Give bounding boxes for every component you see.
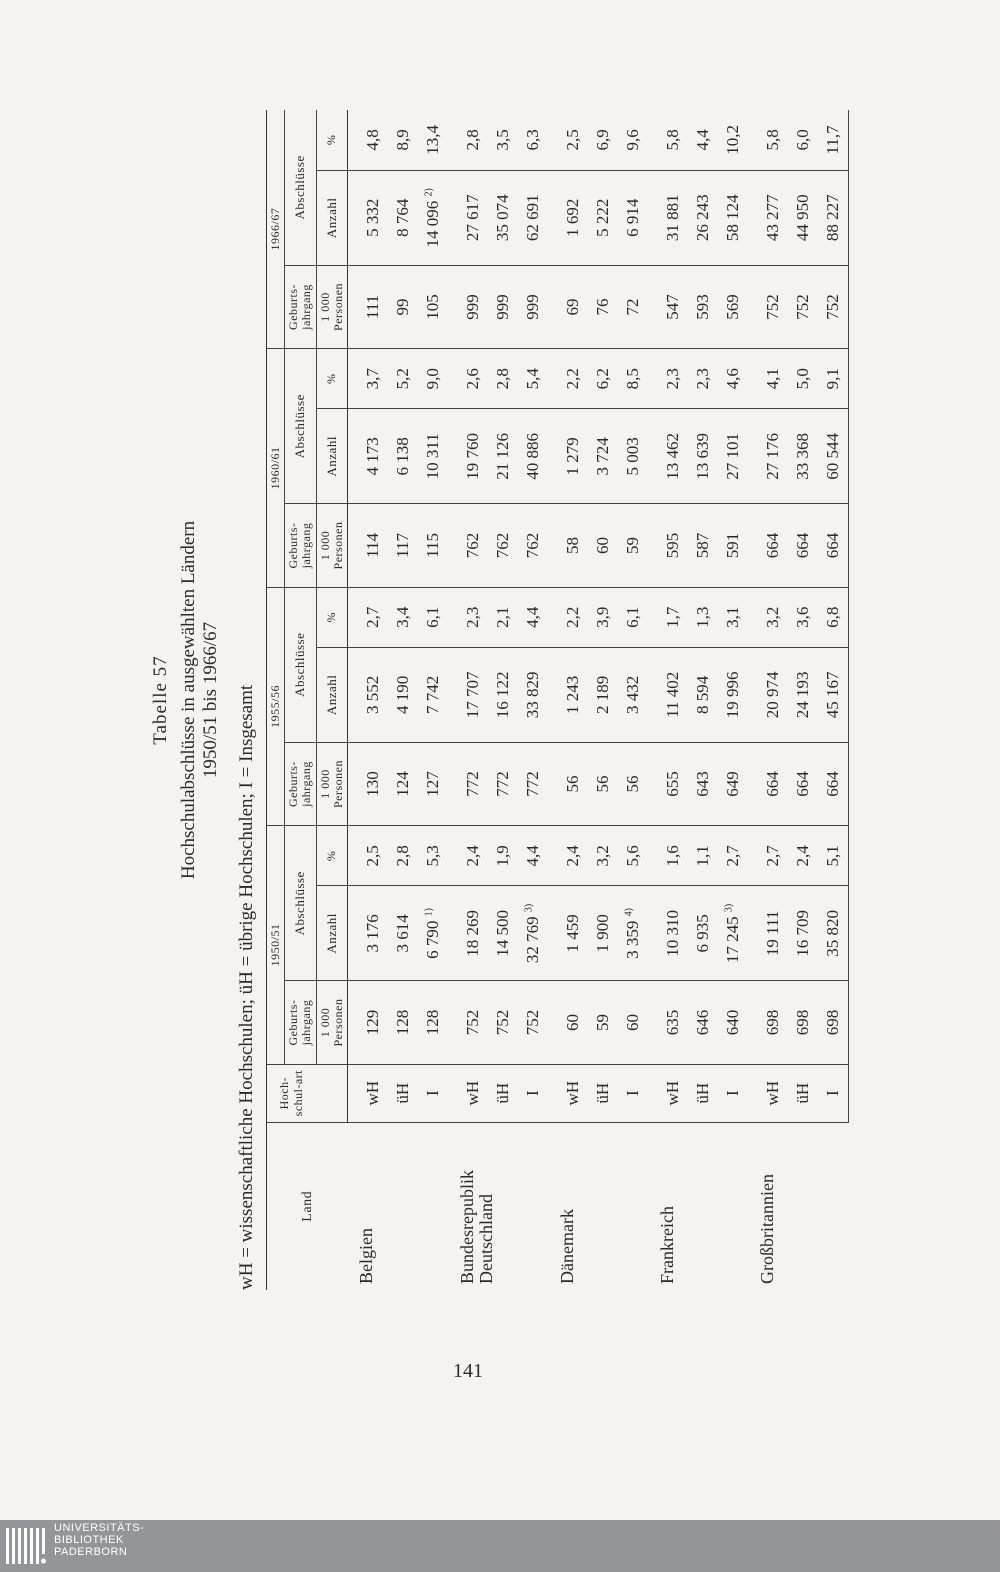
value-cell: 44 950 <box>788 170 818 265</box>
value-cell: 27 176 <box>748 409 788 504</box>
value-cell: 6,0 <box>788 110 818 170</box>
value-cell: 9,1 <box>818 349 849 409</box>
value-cell: 698 <box>788 981 818 1064</box>
header-geburtsjahrgang: Geburts-jahrgang <box>285 742 316 825</box>
value-cell: 9,6 <box>618 110 648 170</box>
value-cell: 5,6 <box>618 826 648 886</box>
value-cell: 5,8 <box>648 110 688 170</box>
value-cell: 127 <box>418 742 448 825</box>
value-cell: 2,4 <box>788 826 818 886</box>
value-cell: 32 769 $^{3)}$ <box>518 886 548 981</box>
value-cell: 8,5 <box>618 349 648 409</box>
value-cell: 13 639 <box>688 409 718 504</box>
value-cell: 4,1 <box>748 349 788 409</box>
value-cell: 1 279 <box>548 409 588 504</box>
value-cell: 4,6 <box>718 349 748 409</box>
value-cell: 13,4 <box>418 110 448 170</box>
page-number: 141 <box>453 1360 483 1382</box>
value-cell: 591 <box>718 504 748 587</box>
table-row <box>648 110 688 1290</box>
country-name: Großbritannien <box>756 1174 777 1284</box>
header-anzahl: Anzahl <box>316 170 347 265</box>
value-cell: 999 <box>518 265 548 348</box>
value-cell: 8 594 <box>688 647 718 742</box>
hochschulart-cell: I <box>618 1064 648 1122</box>
value-cell: 6,3 <box>518 110 548 170</box>
hochschulart-cell: üH <box>388 1064 418 1122</box>
value-cell: 1,9 <box>488 826 518 886</box>
table-row <box>618 110 648 1290</box>
data-table <box>266 110 849 1290</box>
value-cell: 1,1 <box>688 826 718 886</box>
hochschulart-cell: I <box>518 1064 548 1122</box>
value-cell: 6,1 <box>418 587 448 647</box>
value-cell: 2,2 <box>548 587 588 647</box>
value-cell: 88 227 <box>818 170 849 265</box>
value-cell: 58 124 <box>718 170 748 265</box>
value-cell: 2,5 <box>548 110 588 170</box>
table-row <box>418 110 448 1290</box>
table-row <box>488 110 518 1290</box>
hochschulart-cell: wH <box>548 1064 588 1122</box>
table-row <box>718 110 748 1290</box>
value-cell: 2,7 <box>347 587 388 647</box>
value-cell: 635 <box>648 981 688 1064</box>
header-year-1966: 1966/67 <box>267 110 285 349</box>
value-cell: 5 222 <box>588 170 618 265</box>
value-cell: 43 277 <box>748 170 788 265</box>
value-cell: 18 269 <box>448 886 488 981</box>
value-cell: 21 126 <box>488 409 518 504</box>
value-cell: 6,2 <box>588 349 618 409</box>
value-cell: 4 190 <box>388 647 418 742</box>
value-cell: 569 <box>718 265 748 348</box>
library-name-line: BIBLIOTHEK <box>54 1534 124 1546</box>
value-cell: 33 368 <box>788 409 818 504</box>
value-cell: 19 996 <box>718 647 748 742</box>
rotated-table-block <box>150 10 930 1290</box>
value-cell: 56 <box>548 742 588 825</box>
value-cell: 5,8 <box>748 110 788 170</box>
value-cell: 3 359 $^{4)}$ <box>618 886 648 981</box>
value-cell: 2,3 <box>448 587 488 647</box>
value-cell: 2,8 <box>488 349 518 409</box>
table-row <box>748 110 788 1290</box>
value-cell: 698 <box>818 981 849 1064</box>
value-cell: 6,9 <box>588 110 618 170</box>
header-abschluesse: Abschlüsse <box>285 110 316 265</box>
country-name: Frankreich <box>656 1206 677 1284</box>
value-cell: 19 111 <box>748 886 788 981</box>
value-cell: 772 <box>448 742 488 825</box>
value-cell: 31 881 <box>648 170 688 265</box>
header-geburtsjahrgang: Geburts-jahrgang <box>285 981 316 1064</box>
library-footer-bar <box>0 1520 1000 1572</box>
value-cell: 643 <box>688 742 718 825</box>
value-cell: 35 820 <box>818 886 849 981</box>
value-cell: 117 <box>388 504 418 587</box>
value-cell: 45 167 <box>818 647 849 742</box>
value-cell: 5 332 <box>347 170 388 265</box>
hochschulart-cell: üH <box>788 1064 818 1122</box>
value-cell: 8,9 <box>388 110 418 170</box>
value-cell: 752 <box>518 981 548 1064</box>
value-cell: 2,5 <box>347 826 388 886</box>
value-cell: 595 <box>648 504 688 587</box>
value-cell: 33 829 <box>518 647 548 742</box>
value-cell: 2,7 <box>748 826 788 886</box>
value-cell: 60 544 <box>818 409 849 504</box>
header-personen: 1 000 Personen <box>316 265 347 348</box>
value-cell: 999 <box>488 265 518 348</box>
value-cell: 3 552 <box>347 647 388 742</box>
value-cell: 4,4 <box>518 826 548 886</box>
value-cell: 24 193 <box>788 647 818 742</box>
value-cell: 664 <box>748 504 788 587</box>
value-cell: 5 003 <box>618 409 648 504</box>
country-name: Bundesrepublik Deutschland <box>456 1170 496 1284</box>
value-cell: 14 096 $^{2)}$ <box>418 170 448 265</box>
value-cell: 2,4 <box>448 826 488 886</box>
value-cell: 14 500 <box>488 886 518 981</box>
value-cell: 2,3 <box>688 349 718 409</box>
value-cell: 664 <box>818 742 849 825</box>
hochschulart-cell: I <box>818 1064 849 1122</box>
value-cell: 5,0 <box>788 349 818 409</box>
value-cell: 593 <box>688 265 718 348</box>
table-row <box>688 110 718 1290</box>
value-cell: 6,8 <box>818 587 849 647</box>
value-cell: 16 122 <box>488 647 518 742</box>
value-cell: 115 <box>418 504 448 587</box>
table-row <box>518 110 548 1290</box>
value-cell: 3 432 <box>618 647 648 742</box>
value-cell: 17 707 <box>448 647 488 742</box>
value-cell: 13 462 <box>648 409 688 504</box>
header-prozent: % <box>316 110 347 170</box>
value-cell: 2,8 <box>448 110 488 170</box>
header-anzahl: Anzahl <box>316 886 347 981</box>
value-cell: 1 459 <box>548 886 588 981</box>
value-cell: 762 <box>488 504 518 587</box>
country-name: Dänemark <box>556 1209 577 1284</box>
value-cell: 105 <box>418 265 448 348</box>
value-cell: 56 <box>588 742 618 825</box>
value-cell: 60 <box>588 504 618 587</box>
value-cell: 3,4 <box>388 587 418 647</box>
value-cell: 59 <box>618 504 648 587</box>
value-cell: 2,8 <box>388 826 418 886</box>
value-cell: 20 974 <box>748 647 788 742</box>
header-prozent: % <box>316 587 347 647</box>
header-year-1955: 1955/56 <box>267 587 285 826</box>
value-cell: 27 617 <box>448 170 488 265</box>
value-cell: 649 <box>718 742 748 825</box>
library-logo-icon <box>4 1524 50 1568</box>
table-row <box>388 110 418 1290</box>
header-blank <box>316 1064 347 1122</box>
value-cell: 762 <box>518 504 548 587</box>
value-cell: 4,4 <box>688 110 718 170</box>
hochschulart-cell: wH <box>748 1064 788 1122</box>
value-cell: 2,4 <box>548 826 588 886</box>
country-name: Belgien <box>356 1228 377 1284</box>
value-cell: 1 900 <box>588 886 618 981</box>
header-personen: 1 000 Personen <box>316 981 347 1064</box>
table-body <box>347 110 848 1290</box>
value-cell: 2,3 <box>648 349 688 409</box>
value-cell: 128 <box>388 981 418 1064</box>
table-row <box>548 110 588 1290</box>
value-cell: 58 <box>548 504 588 587</box>
value-cell: 27 101 <box>718 409 748 504</box>
value-cell: 1,7 <box>648 587 688 647</box>
header-anzahl: Anzahl <box>316 409 347 504</box>
table-legend: wH = wissenschaftliche Hochschulen; üH = übrige Hochschulen; I = Insgesamt <box>236 684 257 1290</box>
value-cell: 2,2 <box>548 349 588 409</box>
table-row <box>788 110 818 1290</box>
value-cell: 664 <box>818 504 849 587</box>
value-cell: 6 914 <box>618 170 648 265</box>
value-cell: 3 176 <box>347 886 388 981</box>
table-subtitle: Hochschulabschlüsse in ausgewählten Ländern <box>178 520 199 880</box>
value-cell: 2,6 <box>448 349 488 409</box>
table-row <box>818 110 849 1290</box>
value-cell: 772 <box>488 742 518 825</box>
value-cell: 646 <box>688 981 718 1064</box>
value-cell: 7 742 <box>418 647 448 742</box>
value-cell: 10 310 <box>648 886 688 981</box>
header-prozent: % <box>316 349 347 409</box>
value-cell: 17 245 $^{3)}$ <box>718 886 748 981</box>
value-cell: 10 311 <box>418 409 448 504</box>
value-cell: 2,1 <box>488 587 518 647</box>
table-row <box>347 110 388 1290</box>
value-cell: 6 138 <box>388 409 418 504</box>
value-cell: 4,4 <box>518 587 548 647</box>
hochschulart-cell: wH <box>448 1064 488 1122</box>
value-cell: 3,7 <box>347 349 388 409</box>
value-cell: 655 <box>648 742 688 825</box>
value-cell: 69 <box>548 265 588 348</box>
header-personen: 1 000 Personen <box>316 742 347 825</box>
header-abschluesse: Abschlüsse <box>285 587 316 742</box>
value-cell: 640 <box>718 981 748 1064</box>
header-geburtsjahrgang: Geburts-jahrgang <box>285 504 316 587</box>
value-cell: 5,1 <box>818 826 849 886</box>
value-cell: 1 243 <box>548 647 588 742</box>
value-cell: 752 <box>448 981 488 1064</box>
value-cell: 11 402 <box>648 647 688 742</box>
header-year-1960: 1960/61 <box>267 349 285 588</box>
value-cell: 16 709 <box>788 886 818 981</box>
header-abschluesse: Abschlüsse <box>285 826 316 981</box>
value-cell: 114 <box>347 504 388 587</box>
table-title: Tabelle 57 <box>150 655 171 745</box>
value-cell: 664 <box>748 742 788 825</box>
value-cell: 664 <box>788 504 818 587</box>
value-cell: 10,2 <box>718 110 748 170</box>
value-cell: 698 <box>748 981 788 1064</box>
value-cell: 3 614 <box>388 886 418 981</box>
header-hochschulart: Hoch-schul-art <box>267 1064 317 1122</box>
value-cell: 3,1 <box>718 587 748 647</box>
hochschulart-cell: üH <box>488 1064 518 1122</box>
hochschulart-cell: üH <box>588 1064 618 1122</box>
value-cell: 6 790 $^{1)}$ <box>418 886 448 981</box>
value-cell: 6,1 <box>618 587 648 647</box>
hochschulart-cell: üH <box>688 1064 718 1122</box>
value-cell: 752 <box>788 265 818 348</box>
value-cell: 99 <box>388 265 418 348</box>
value-cell: 1,6 <box>648 826 688 886</box>
hochschulart-cell: I <box>718 1064 748 1122</box>
value-cell: 752 <box>818 265 849 348</box>
value-cell: 752 <box>488 981 518 1064</box>
header-abschluesse: Abschlüsse <box>285 349 316 504</box>
value-cell: 587 <box>688 504 718 587</box>
value-cell: 4,8 <box>347 110 388 170</box>
library-name-line: UNIVERSITÄTS- <box>54 1522 145 1534</box>
value-cell: 752 <box>748 265 788 348</box>
value-cell: 762 <box>448 504 488 587</box>
hochschulart-cell: wH <box>648 1064 688 1122</box>
value-cell: 59 <box>588 981 618 1064</box>
value-cell: 60 <box>548 981 588 1064</box>
value-cell: 76 <box>588 265 618 348</box>
value-cell: 3,2 <box>748 587 788 647</box>
value-cell: 6 935 <box>688 886 718 981</box>
value-cell: 2 189 <box>588 647 618 742</box>
hochschulart-cell: I <box>418 1064 448 1122</box>
value-cell: 5,2 <box>388 349 418 409</box>
value-cell: 772 <box>518 742 548 825</box>
table-period: 1950/51 bis 1966/67 <box>200 621 221 779</box>
header-land: Land <box>267 1122 348 1290</box>
value-cell: 3 724 <box>588 409 618 504</box>
value-cell: 130 <box>347 742 388 825</box>
value-cell: 111 <box>347 265 388 348</box>
value-cell: 60 <box>618 981 648 1064</box>
library-name-line: PADERBORN <box>54 1546 128 1558</box>
value-cell: 19 760 <box>448 409 488 504</box>
value-cell: 5,4 <box>518 349 548 409</box>
value-cell: 3,2 <box>588 826 618 886</box>
value-cell: 62 691 <box>518 170 548 265</box>
hochschulart-cell: wH <box>347 1064 388 1122</box>
value-cell: 26 243 <box>688 170 718 265</box>
value-cell: 2,7 <box>718 826 748 886</box>
library-name <box>54 1522 144 1558</box>
value-cell: 1,3 <box>688 587 718 647</box>
header-year-1950: 1950/51 <box>267 826 285 1065</box>
value-cell: 40 886 <box>518 409 548 504</box>
value-cell: 124 <box>388 742 418 825</box>
value-cell: 129 <box>347 981 388 1064</box>
value-cell: 35 074 <box>488 170 518 265</box>
table-row <box>588 110 618 1290</box>
value-cell: 664 <box>788 742 818 825</box>
value-cell: 3,5 <box>488 110 518 170</box>
header-anzahl: Anzahl <box>316 647 347 742</box>
value-cell: 3,6 <box>788 587 818 647</box>
table-row <box>448 110 488 1290</box>
value-cell: 9,0 <box>418 349 448 409</box>
value-cell: 1 692 <box>548 170 588 265</box>
value-cell: 8 764 <box>388 170 418 265</box>
value-cell: 128 <box>418 981 448 1064</box>
value-cell: 3,9 <box>588 587 618 647</box>
value-cell: 11,7 <box>818 110 849 170</box>
value-cell: 56 <box>618 742 648 825</box>
header-geburtsjahrgang: Geburts-jahrgang <box>285 265 316 348</box>
value-cell: 5,3 <box>418 826 448 886</box>
header-prozent: % <box>316 826 347 886</box>
value-cell: 547 <box>648 265 688 348</box>
header-personen: 1 000 Personen <box>316 504 347 587</box>
value-cell: 4 173 <box>347 409 388 504</box>
value-cell: 999 <box>448 265 488 348</box>
value-cell: 72 <box>618 265 648 348</box>
